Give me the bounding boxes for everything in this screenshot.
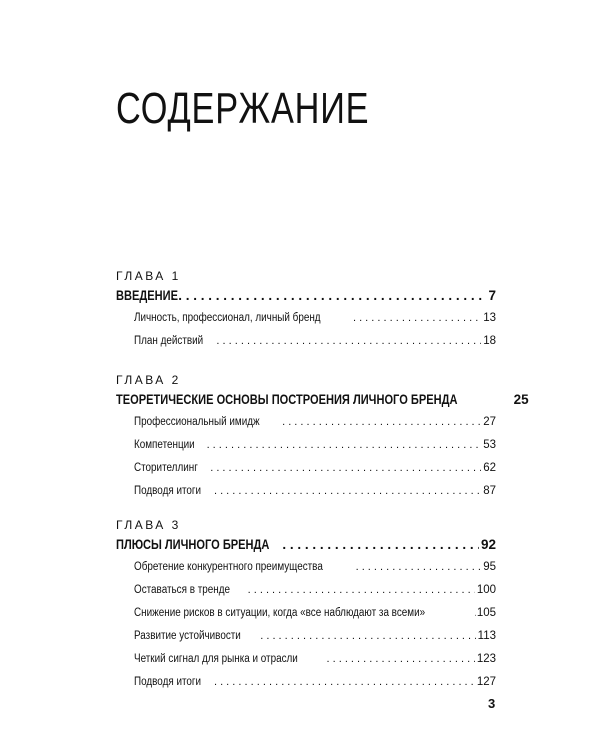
dot-leader xyxy=(207,434,482,457)
toc-entry-chapter-heading[interactable] xyxy=(116,388,529,411)
toc-entry-title: Обретение конкурентного преимущества xyxy=(134,561,323,573)
toc-entry-title: ТЕОРЕТИЧЕСКИЕ ОСНОВЫ ПОСТРОЕНИЯ ЛИЧНОГО БРЕНДА xyxy=(116,392,458,407)
toc-entry-page: 100 xyxy=(476,584,496,596)
toc-entry-title: Оставаться в тренде xyxy=(134,584,230,596)
toc-entry[interactable] xyxy=(116,411,496,434)
toc-entry[interactable] xyxy=(116,434,496,457)
dot-leader xyxy=(282,411,481,434)
toc-entry[interactable] xyxy=(116,648,496,671)
dot-leader xyxy=(216,330,481,353)
toc-entry-title: ПЛЮСЫ ЛИЧНОГО БРЕНДА xyxy=(116,537,270,552)
toc-entry-title: Подводя итоги xyxy=(134,485,202,497)
chapter-label: ГЛАВА 2 xyxy=(116,373,181,387)
toc-entry[interactable] xyxy=(116,556,496,579)
toc-entry[interactable] xyxy=(116,457,496,480)
toc-entry-page: 25 xyxy=(513,392,529,407)
chapter-1 xyxy=(116,268,496,353)
chapter-label: ГЛАВА 3 xyxy=(116,518,181,532)
toc-entry-page: 113 xyxy=(477,630,496,642)
toc-entry-title: Профессиональный имидж xyxy=(134,416,260,428)
toc-entry-page: 62 xyxy=(483,462,496,474)
toc-entry-page: 95 xyxy=(483,561,496,573)
toc-entry-page: 53 xyxy=(483,439,496,451)
toc-entry-title: Сторителлинг xyxy=(134,462,198,474)
dot-leader xyxy=(210,457,481,480)
toc-entry-page: 13 xyxy=(483,312,496,324)
chapter-2 xyxy=(116,372,529,503)
toc-entry[interactable] xyxy=(116,625,496,648)
toc-entry[interactable] xyxy=(116,671,496,694)
dot-leader xyxy=(282,533,479,556)
toc-entry[interactable] xyxy=(116,307,496,330)
toc-entry[interactable] xyxy=(116,330,496,353)
toc-entry-title: Четкий сигнал для рынка и отрасли xyxy=(134,653,298,665)
toc-entry[interactable] xyxy=(116,602,496,625)
chapter-3 xyxy=(116,517,496,694)
toc-entry-page: 27 xyxy=(483,416,496,428)
page-title: СОДЕРЖАНИЕ xyxy=(116,84,370,133)
toc-entry-page: 105 xyxy=(476,607,496,619)
dot-leader xyxy=(171,284,487,307)
toc-entry[interactable] xyxy=(116,579,496,602)
toc-entry-page: 127 xyxy=(476,676,496,688)
dot-leader xyxy=(356,556,482,579)
toc-entry-title: ВВЕДЕНИЕ xyxy=(116,288,178,303)
dot-leader xyxy=(214,480,481,503)
toc-entry-title: Подводя итоги xyxy=(134,676,202,688)
toc-entry-title: План действий xyxy=(134,335,204,347)
toc-entry-title: Личность, профессионал, личный бренд xyxy=(134,312,321,324)
toc-entry-page: 18 xyxy=(483,335,496,347)
toc-entry-page: 87 xyxy=(483,485,496,497)
dot-leader xyxy=(248,579,475,602)
toc-entry-chapter-heading[interactable] xyxy=(116,284,496,307)
toc-entry-title: Развитие устойчивости xyxy=(134,630,241,642)
dot-leader xyxy=(260,625,475,648)
toc-entry-page: 7 xyxy=(488,288,496,303)
page-number: 3 xyxy=(488,696,496,711)
toc-entry-page: 123 xyxy=(476,653,496,665)
toc-entry-page: 92 xyxy=(480,537,496,552)
chapter-label: ГЛАВА 1 xyxy=(116,269,181,283)
toc-entry-title: Компетенции xyxy=(134,439,195,451)
toc-entry[interactable] xyxy=(116,480,496,503)
toc-entry-title: Снижение рисков в ситуации, когда «все наблюдают за всеми» xyxy=(134,607,426,619)
dot-leader xyxy=(326,648,474,671)
dot-leader xyxy=(353,307,481,330)
dot-leader xyxy=(214,671,475,694)
toc-entry-chapter-heading[interactable] xyxy=(116,533,496,556)
